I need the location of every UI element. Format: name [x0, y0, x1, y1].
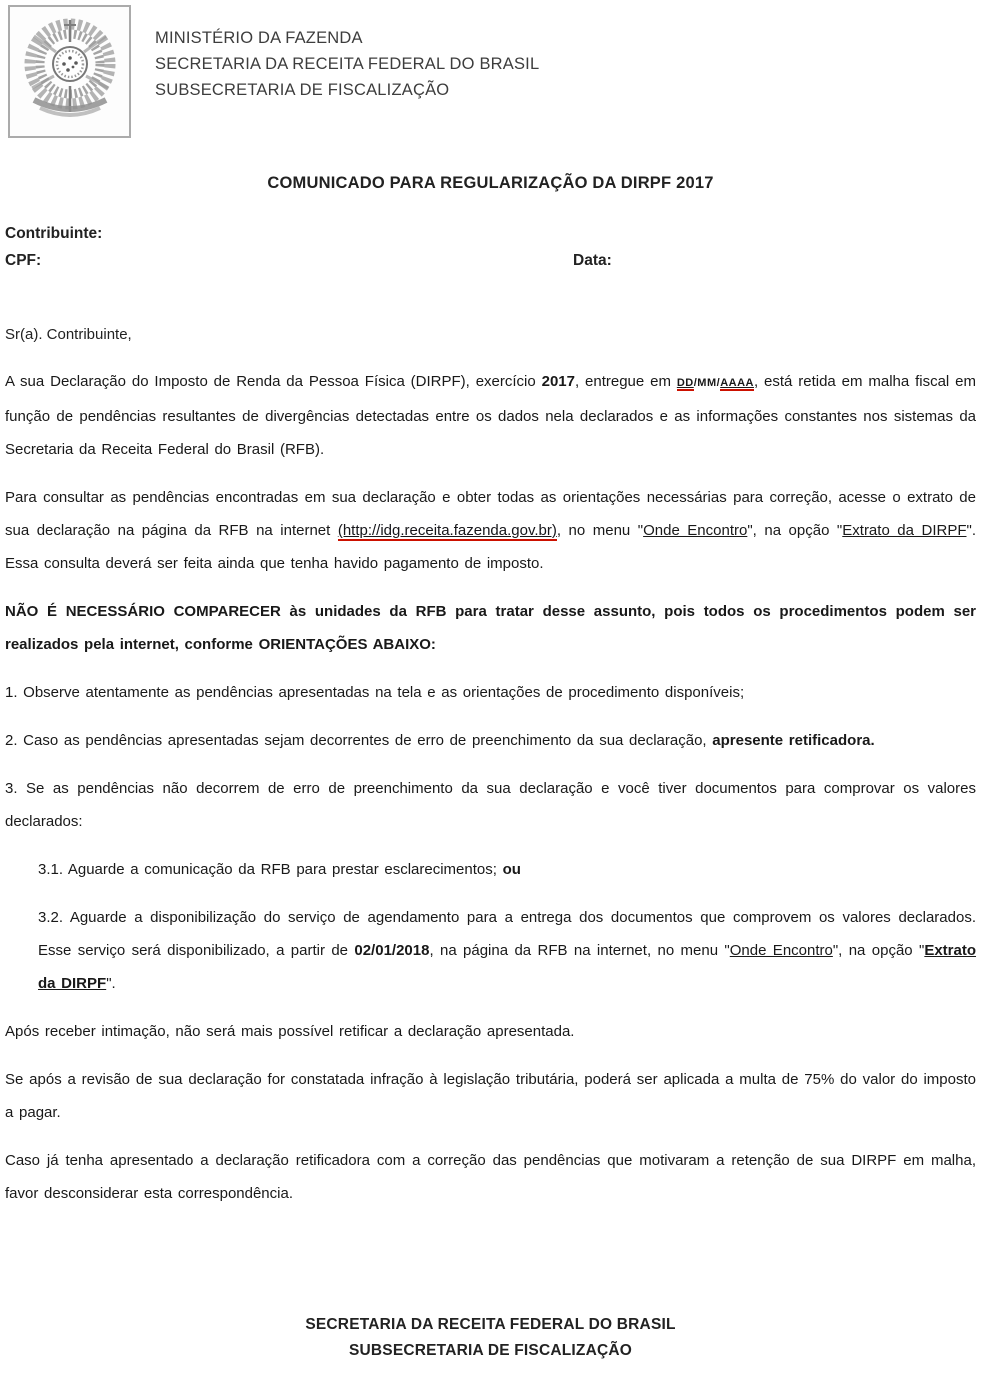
org-line-secretaria: SECRETARIA DA RECEITA FEDERAL DO BRASIL	[155, 55, 540, 73]
footer-line-subsecretaria: SUBSECRETARIA DE FISCALIZAÇÃO	[348, 1342, 633, 1359]
text-segment: AAAA	[720, 377, 754, 389]
item-3-1-aguarde-comunicacao	[5, 853, 976, 886]
text-segment: Após receber intimação, não será mais possível retificar a declaração apresentada.	[5, 1023, 575, 1040]
text-segment: DD	[676, 377, 694, 389]
text-segment: Se após a revisão de sua declaração for constatada infração à legislação tributária, poderá ser aplicada a multa de 75% do valor do imposto a pagar.	[5, 1071, 976, 1121]
text-segment: 2017	[541, 373, 575, 390]
text-segment: /	[716, 377, 721, 389]
text-segment: ", na opção "	[832, 942, 925, 959]
paragraph-apos-intimacao	[5, 1015, 976, 1048]
text-segment: ", na opção "	[747, 522, 843, 539]
text-segment: , entregue em	[574, 373, 677, 390]
text-segment: Caso já tenha apresentado a declaração retificadora com a correção das pendências que motivaram a retenção de sua DIRPF em malha, favor desconsiderar esta correspondência.	[5, 1152, 976, 1202]
text-segment: 3.2. Aguarde a disponibilização do serviço de agendamento para a entrega dos documentos que comprovem os valores declarados. Esse serviço será disponibilizado, a partir de	[38, 909, 976, 959]
org-line-ministerio: MINISTÉRIO DA FAZENDA	[155, 29, 363, 47]
document-title: COMUNICADO PARA REGULARIZAÇÃO DA DIRPF 2017	[267, 174, 714, 192]
footer-line-secretaria: SECRETARIA DA RECEITA FEDERAL DO BRASIL	[305, 1316, 676, 1333]
document-header	[5, 5, 976, 138]
org-line-subsecretaria: SUBSECRETARIA DE FISCALIZAÇÃO	[155, 81, 450, 99]
text-segment: Onde Encontro	[729, 942, 833, 959]
coat-of-arms-logo	[8, 5, 131, 138]
text-segment: ".	[106, 975, 116, 992]
text-segment: ou	[502, 861, 521, 878]
paragraph-consultar-pendencias	[5, 481, 976, 580]
paragraph-multa-75	[5, 1063, 976, 1129]
text-segment: 3.1. Aguarde a comunicação da RFB para prestar esclarecimentos;	[38, 861, 503, 878]
receita-url-link[interactable]: (http://idg.receita.fazenda.gov.br)	[337, 522, 557, 539]
item-2-caso-pendencias	[5, 724, 976, 757]
text-segment: Extrato da DIRPF	[842, 522, 967, 539]
text-segment: Para consultar as pendências encontradas em sua declaração e obter todas as orientações necessárias para correção, acesse o extrato de sua declaração na página da RFB na internet	[5, 489, 976, 539]
text-segment: apresente retificadora.	[712, 732, 875, 749]
cpf-data-row	[5, 247, 976, 274]
recipient-fields	[5, 220, 976, 274]
brazil-coat-of-arms-icon	[20, 16, 120, 128]
text-segment: 1. Observe atentamente as pendências apresentadas na tela e as orientações de procedimento disponíveis;	[5, 684, 745, 701]
text-segment: , na página da RFB na internet, no menu "	[429, 942, 730, 959]
text-segment: 02/01/2018	[354, 942, 430, 959]
paragraph-nao-e-necessario	[5, 595, 976, 661]
text-segment: , está retida em malha fiscal em função de pendências resultantes de divergências detectadas entre os dados nela declarados e as informações constantes nos sistemas da Secretaria da Receita Federal do Brasil (RFB).	[5, 373, 976, 458]
paragraph-desconsiderar	[5, 1144, 976, 1210]
salutation: Sr(a). Contribuinte,	[5, 326, 132, 343]
item-1-observe	[5, 676, 976, 709]
text-segment: ". Essa consulta deverá ser feita ainda que tenha havido pagamento de imposto.	[5, 522, 976, 572]
document-body	[5, 365, 976, 1225]
text-segment: , no menu "	[556, 522, 644, 539]
text-segment: NÃO É NECESSÁRIO COMPARECER às unidades da RFB para tratar desse assunto, pois todos os procedimentos podem ser realizados pela internet, conforme ORIENTAÇÕES ABAIXO:	[5, 603, 976, 653]
text-segment: A sua Declaração do Imposto de Renda da Pessoa Física (DIRPF), exercício	[5, 373, 542, 390]
text-segment: MM	[697, 377, 717, 389]
text-segment: 3. Se as pendências não decorrem de erro de preenchimento da sua declaração e você tiver documentos para comprovar os valores declarados:	[5, 780, 976, 830]
document-footer	[5, 1312, 976, 1368]
item-3-se-pendencias	[5, 772, 976, 838]
contribuinte-label: Contribuinte:	[5, 225, 103, 242]
text-segment: /	[693, 377, 698, 389]
text-segment: Onde Encontro	[643, 522, 748, 539]
org-name-block	[155, 25, 539, 103]
cpf-label: CPF:	[5, 252, 42, 269]
data-label: Data:	[573, 252, 612, 269]
paragraph-declaracao-retida	[5, 365, 976, 466]
contribuinte-row	[5, 220, 976, 247]
item-3-2-aguarde-disponibilizacao	[5, 901, 976, 1000]
text-segment: 2. Caso as pendências apresentadas sejam decorrentes de erro de preenchimento da sua declaração,	[5, 732, 713, 749]
text-segment: Extrato da DIRPF	[38, 942, 977, 992]
